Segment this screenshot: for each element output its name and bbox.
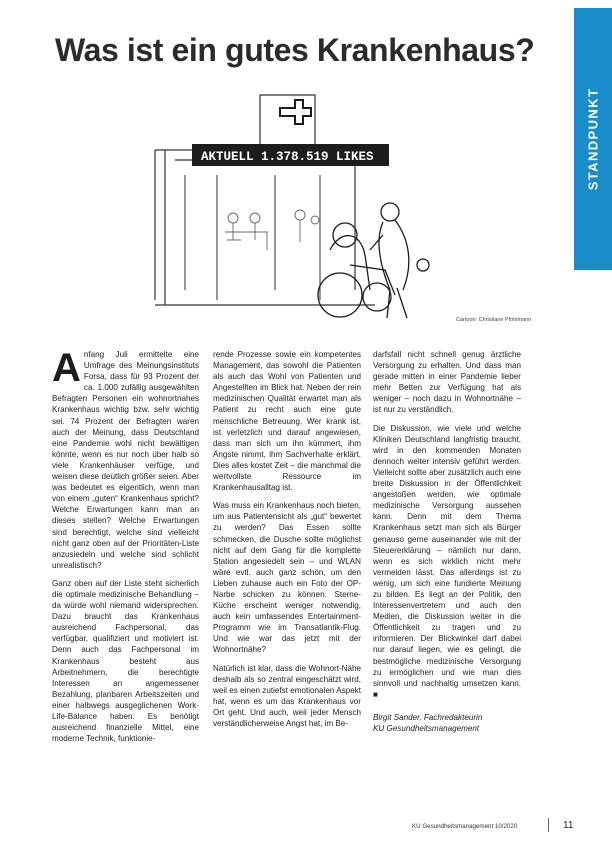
illustration-credit: Cartoon: Christiane Pfohlmann: [456, 317, 532, 323]
paragraph: rende Prozesse sowie ein kompetentes Management, das sowohl die Patienten als auch das Wohl von Patienten und Angestellten im Blick hat. Neben der rein medizinischen Qualität erwartet man als Patient zu recht auch eine gute menschliche Betreuung. Wer krank ist, ist verletzlich und darauf angewiesen, dass man sich um ihn kümmert, ihm Ängste nimmt, ihm Sachverhalte erklärt. Dies alles kostet Zeit – die manchmal die wertvollste Ressource im Krankenhausalltag ist.: [213, 350, 361, 493]
article-column-3: [373, 349, 521, 741]
paragraph: darfsfall nicht schnell genug ärztliche Versorgung zu erhalten. Und dass man gerade mitten in einer Pandemie lieber mehr Betten zur Verfügung hat als weniger – noch dazu in Wohnortnähe – ist nur zu verständlich.: [373, 350, 521, 415]
author-name: Birgit Sander, Fachredakteurin: [373, 712, 483, 722]
author-organization: KU Gesundheitsmanagement: [373, 724, 480, 733]
paragraph: Ganz oben auf der Liste steht sicherlich die optimale medizinische Behandlung – da würde wohl niemand widersprechen. Dazu braucht das Krankenhaus ausreichend Fachpersonal, das verfügbar, qualifiziert und motiviert ist. Denn auch das Fachpersonal im Krankenhaus besteht aus Arbeitnehmern, die berechtigte Interessen an angemessener Bezahlung, planbaren Arbeitszeiten und einer halbwegs ausgeglichenen Work-Life-Balance haben. Es benötigt ausreichend finanzielle Mittel, eine moderne Technik, funktionie-: [52, 578, 199, 744]
paragraph: Natürlich ist klar, dass die Wohnort-Nähe deshalb als so zentral eingeschätzt wird, weil es einen zutiefst emotionalen Aspekt hat, wenn es um das Krankenhaus vor Ort geht. Und auch, weil jeder Mensch verständlicherweise Angst hat, im Be-: [213, 663, 361, 728]
cartoon-illustration: [145, 90, 445, 330]
paragraph: nfang Juli ermittelte eine Umfrage des Meinungsinstituts Forsa, dass für 93 Prozent der ca. 1.000 zufällig ausgewählten Befragten Personen ein wohnortnahes Krankenhaus wichtig bzw. sehr wichtig sei. 74 Prozent der Befragten waren auch der Meinung, dass Deutschland eine Pandemie wohl nicht bewältigen könnte, wenn es nur noch über halb so viele Krankenhäuser verfüge, und weisen diese deutlich größer seien. Aber was bedeutet es eigentlich, wenn man von einem „guten“ Krankenhaus spricht? Welche Erwartungen kann man an dieses stellen? Welche Erwartungen sind berechtigt, welche sind vielleicht nicht ganz oben auf der Prioritäten-Liste anzusiedeln und welche sind schlicht unrealistisch?: [52, 350, 199, 570]
section-tab: [574, 8, 612, 270]
page-number: 11: [563, 820, 574, 831]
article-title: Was ist ein gutes Krankenhaus?: [55, 32, 535, 68]
section-tab-label: STANDPUNKT: [585, 87, 601, 191]
paragraph: Was muss ein Krankenhaus noch bieten, um aus Patientensicht als „gut“ bewertet zu werden? Das Essen sollte schmecken, die Dusche sollte möglichst nicht auf dem Gang für die komplette Station angesiedelt sein – und WLAN wäre evtl. auch ganz schön, um den Lieben zuhause auch ein Foto der OP-Narbe schicken zu können. Sterne-Küche erscheint weniger notwendig, auch kein umfassendes Entertainment-Programm wie im Transatlantik-Flug. Und wie war das jetzt mit der Wohnortnähe?: [213, 501, 361, 655]
paragraph: Die Diskussion, wie viele und welche Kliniken Deutschland langfristig braucht, wird in den kommenden Monaten dennoch weiter intensiv geführt werden. Vielleicht sollte aber zusätzlich auch eine breite Diskussion in der Öffentlichkeit angestoßen werden, wie optimale medizinische Versorgung aussehen kann. Denn mit dem Thema Krankenhaus setzt man sich als Bürger genauso gerne auseinander wie mit der Steuererklärung – nämlich nur dann, wenn es sich wirklich nicht mehr vermeiden lässt. Das allerdings ist zu wenig, um sich eine fundierte Meinung zu bilden. Es liegt an der Politik, den Interessenvertretern und auch den Medien, die Diskussion weiter in die Öffentlichkeit zu tragen und zu informieren. Der Blickwinkel darf dabei nur darauf liegen, wie es gelingt, die bestmögliche medizinische Versorgung zu ermöglichen und wie man dies sinnvoll und nachhaltig umsetzen kann. ■: [373, 423, 521, 699]
footer-publication: KU Gesundheitsmanagement 10/2020: [412, 823, 518, 830]
likes-sign-text: AKTUELL 1.378.519 LIKES: [201, 150, 374, 164]
article-column-1: [52, 346, 199, 751]
footer-divider: [548, 818, 549, 832]
dropcap: A: [52, 346, 81, 390]
article-column-2: [213, 349, 361, 736]
